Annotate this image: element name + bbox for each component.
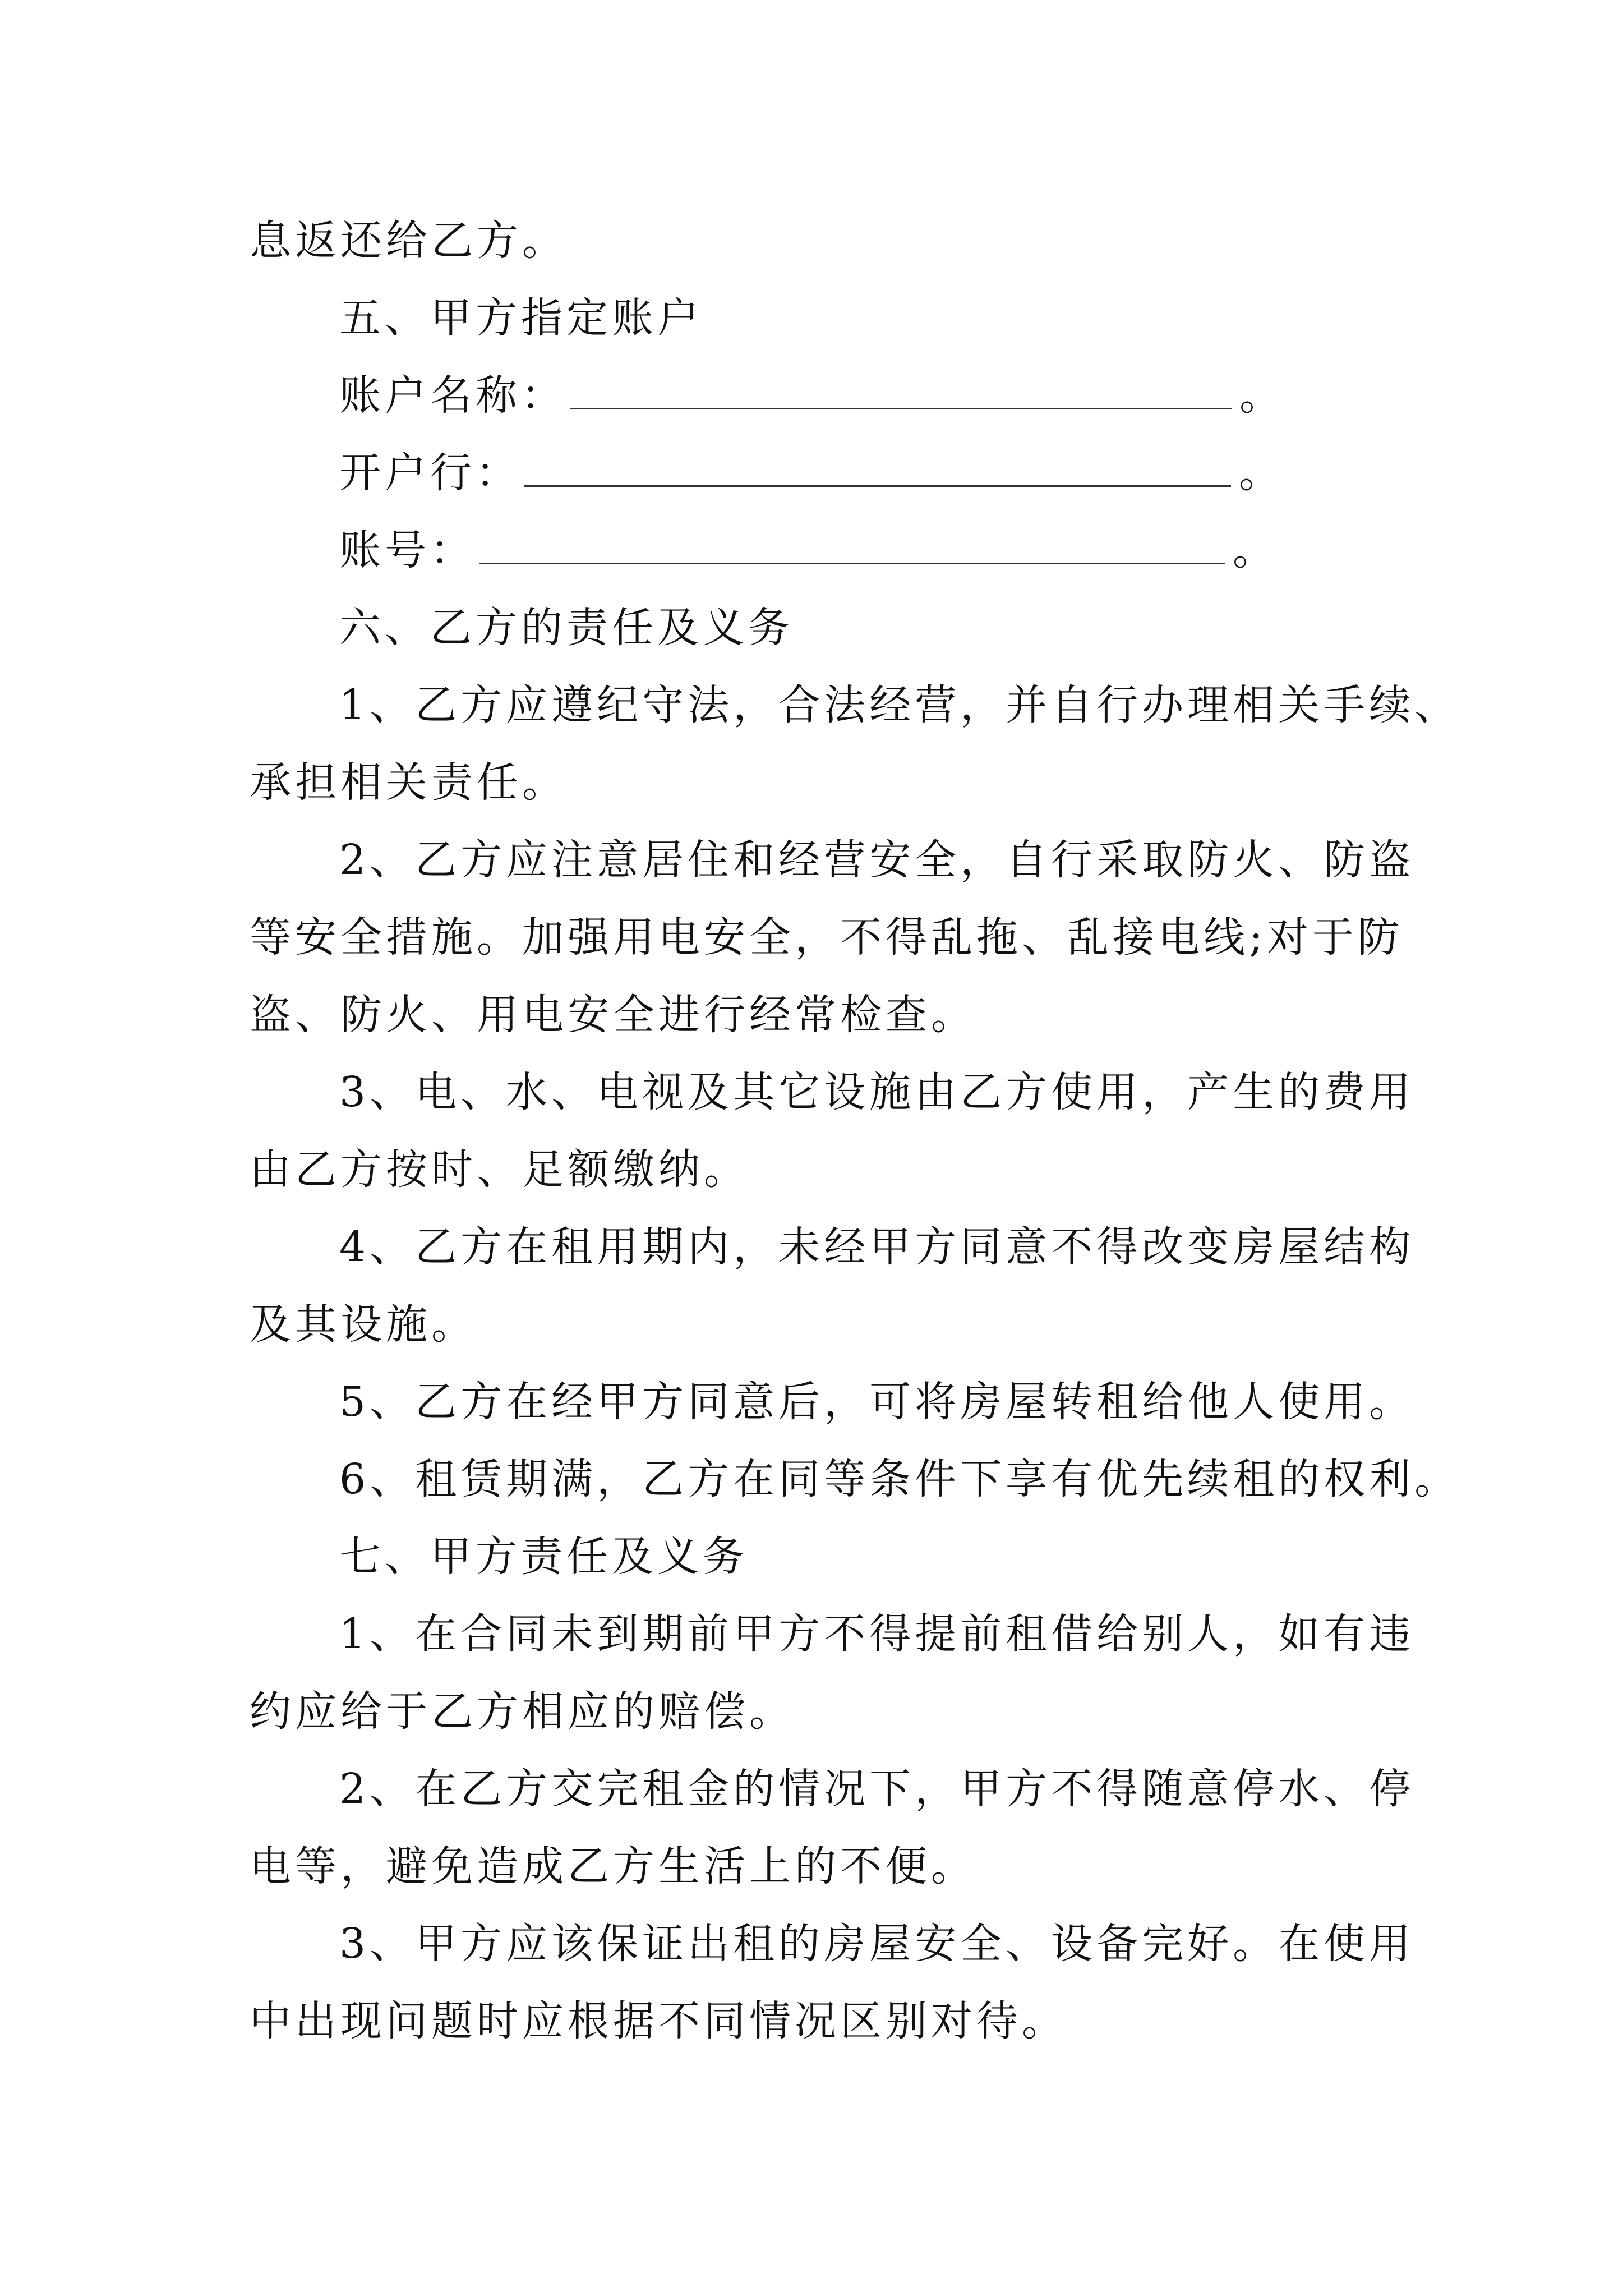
bank-field — [250, 434, 1416, 512]
document-body — [250, 202, 1460, 2060]
section-5-heading: 五、甲方指定账户 — [339, 294, 703, 342]
s6-item-1-line-2: 承担相关责任。 — [250, 758, 568, 807]
s7-item-1-line-1: 1、在合同未到期前甲方不得提前租借给别人，如有违 — [339, 1610, 1415, 1658]
s6-item-3-line-1: 3、电、水、电视及其它设施由乙方使用，产生的费用 — [339, 1068, 1415, 1116]
account-name-label: 账户名称： — [339, 371, 566, 420]
bank-blank[interactable] — [524, 446, 1231, 487]
s6-item-1-line-1: 1、乙方应遵纪守法，合法经营，并自行办理相关手续、 — [339, 681, 1460, 729]
s6-item-4-line-1: 4、乙方在租用期内，未经甲方同意不得改变房屋结构 — [339, 1223, 1415, 1271]
account-name-field — [250, 357, 1416, 434]
s6-item-4-line-2: 及其设施。 — [250, 1300, 477, 1349]
s7-item-2-line-2: 电等，避免造成乙方生活上的不便。 — [250, 1842, 976, 1890]
s7-item-3-line-1: 3、甲方应该保证出租的房屋安全、设备完好。在使用 — [339, 1920, 1415, 1968]
s7-item-2-line-1: 2、在乙方交完租金的情况下，甲方不得随意停水、停 — [339, 1765, 1415, 1813]
s7-item-3-line-2: 中出现问题时应根据不同情况区别对待。 — [250, 1997, 1067, 2045]
account-number-label: 账号： — [339, 526, 476, 574]
account-number-blank[interactable] — [479, 523, 1225, 564]
account-name-blank[interactable] — [570, 369, 1232, 409]
account-number-period: 。 — [1233, 526, 1278, 574]
section-6-heading: 六、乙方的责任及义务 — [339, 604, 794, 652]
s6-item-2-line-2: 等安全措施。加强用电安全，不得乱拖、乱接电线;对于防 — [250, 913, 1403, 961]
bank-label: 开户行： — [339, 449, 521, 497]
bank-period: 。 — [1239, 449, 1284, 497]
s6-item-2-line-1: 2、乙方应注意居住和经营安全，自行采取防火、防盗 — [339, 836, 1415, 884]
s6-item-5-line-1: 5、乙方在经甲方同意后，可将房屋转租给他人使用。 — [339, 1378, 1415, 1426]
account-name-period: 。 — [1239, 371, 1285, 420]
continuation-text: 息返还给乙方。 — [250, 217, 568, 265]
s6-item-6-line-1: 6、租赁期满，乙方在同等条件下享有优先续租的权利。 — [339, 1455, 1460, 1503]
account-number-field — [250, 512, 1416, 589]
s6-item-2-line-3: 盗、防火、用电安全进行经常检查。 — [250, 991, 976, 1039]
s7-item-1-line-2: 约应给于乙方相应的赔偿。 — [250, 1687, 795, 1736]
s6-item-3-line-2: 由乙方按时、足额缴纳。 — [250, 1145, 749, 1194]
section-7-heading: 七、甲方责任及义务 — [339, 1533, 748, 1581]
